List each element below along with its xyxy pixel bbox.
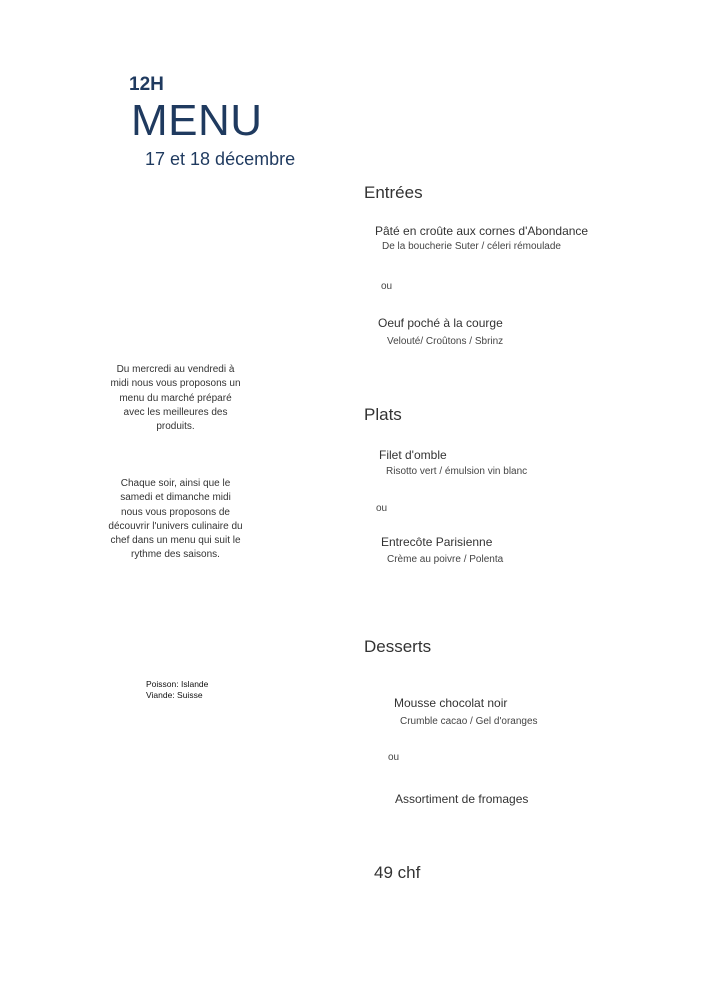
page-title: MENU [131,96,263,145]
entree-dish-1: Pâté en croûte aux cornes d'Abondance [375,224,589,238]
intro-paragraph-evening: Chaque soir, ainsi que le samedi et dimanche midi nous vous proposons de découvrir l'univers culinaire du chef dans un menu qui suit le rythme des saisons. [108,478,243,561]
section-heading-entrees: Entrées [364,183,423,202]
menu-price: 49 chf [374,863,421,882]
dessert-dish-1: Mousse chocolat noir [394,696,508,710]
service-hour: 12H [129,74,164,95]
plat-dish-2-detail: Crème au poivre / Polenta [387,554,504,565]
intro-paragraph-lunch: Du mercredi au vendredi à midi nous vous proposons un menu du marché préparé avec les meilleures des produits. [110,364,241,433]
plat-dish-2: Entrecôte Parisienne [381,535,493,549]
plat-dish-1: Filet d'omble [379,448,447,462]
origin-viande: Viande: Suisse [146,690,203,700]
section-heading-plats: Plats [364,405,402,424]
menu-dates: 17 et 18 décembre [145,149,296,169]
entree-dish-2: Oeuf poché à la courge [378,316,503,330]
dessert-dish-1-detail: Crumble cacao / Gel d'oranges [400,716,538,727]
origin-poisson: Poisson: Islande [146,679,209,689]
entree-or: ou [381,281,393,292]
plat-or: ou [376,503,388,514]
dessert-dish-2: Assortiment de fromages [395,792,529,806]
section-heading-desserts: Desserts [364,637,432,656]
plat-dish-1-detail: Risotto vert / émulsion vin blanc [386,466,528,477]
entree-dish-2-detail: Velouté/ Croûtons / Sbrinz [387,336,504,347]
entree-dish-1-detail: De la boucherie Suter / céleri rémoulade [382,241,561,252]
dessert-or: ou [388,752,400,763]
